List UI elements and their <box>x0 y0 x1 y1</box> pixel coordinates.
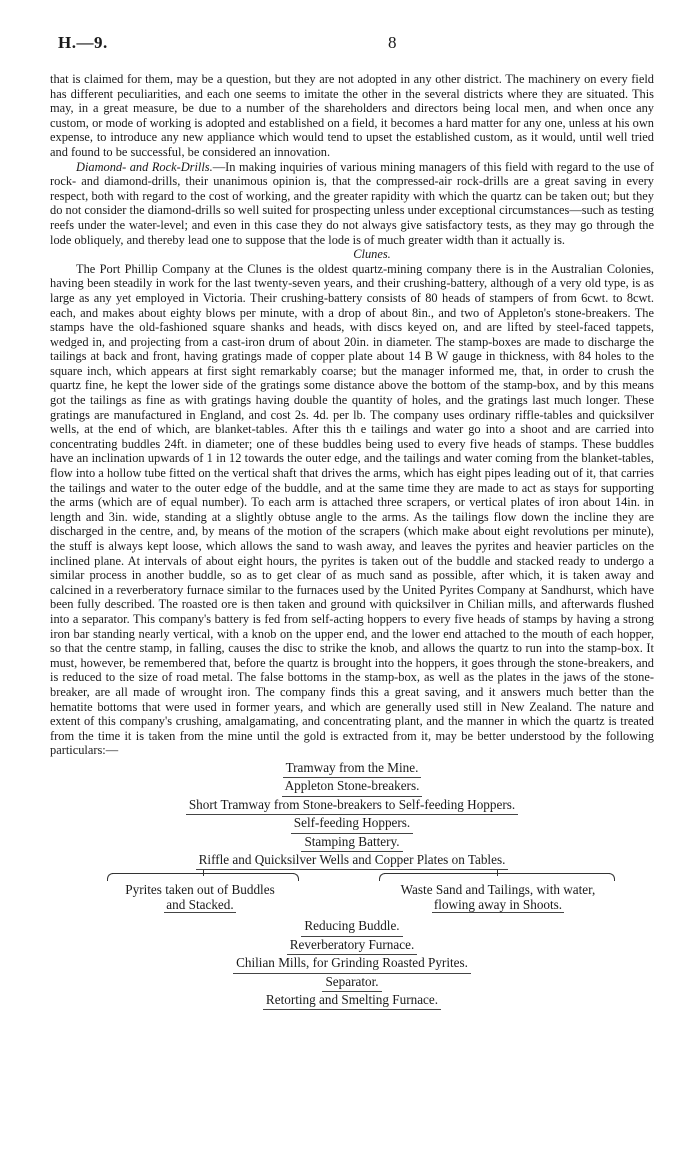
flow-step-label: Riffle and Quicksilver Wells and Copper Plates on Tables. <box>196 852 509 870</box>
flow-step <box>50 815 654 833</box>
paragraph-clunes: The Port Phillip Company at the Clunes is the oldest quartz-mining company there is in the Australian Colonies, having been steadily in work for the last twenty-seven years, and their crushing-battery, although of a very old type, is as large as any yet employed in Victoria. Their crushing-battery consists of 80 heads of stampers of from 6cwt. to 8cwt. each, and makes about eighty blows per minute, with a drop of about 8in., and two of Appleton's stone-breakers. The stamps have the old-fashioned square shanks and heads, with discs keyed on, and are lifted by steel-faced tappets, wedged in, and projecting from a cast-iron drum of about 20in. in diameter. The stamp-boxes are made to discharge the tailings at back and front, having gratings made of copper plate about 14 B W gauge in thickness, with 84 holes to the square inch, which appears at first sight remarkably coarse; but the manager informed me, that, in order to crush the quartz fine, he kept the lower side of the gratings some distance above the bottom of the stamp-box, and by this means got the tailings as fine as with gratings having double the quantity of holes, and the gratings last much longer. These gratings are manufactured in England, and cost 2s. 4d. per lb. The company uses ordinary riffle-tables and quicksilver wells, at the end of which, are blanket-tables. After this th e tailings and water go into a shoot and are carried into concentrating buddles 24ft. in diameter; one of these buddles being used to every five heads of stamps. These buddles have an inclination upwards of 1 in 12 towards the outer edge, and the tailings and water coming from the blanket-tables, flow into a hollow tube fitted on the vertical shaft that drives the arms, which has eight pipes leading out of it, that carries the tailings and water to the outer edge of the buddle, and at the same time they are made to act as stays for supporting the arms (which are of equal number). To each arm is attached three scrapers, or vertical plates of iron about 14in. in length and 3in. wide, standing at a slightly obtuse angle to the arms. As the tailings flow down the incline they are discharged in the centre, and, by means of the motion of the scrapers (which make about eight revolutions per minute), the stuff is always kept loose, which allows the sand to wash away, and leaves the pyrites and heavier particles on the inclined plane. At intervals of about eight hours, the pyrites is taken out of the buddle and stacked ready to undergo a similar process in another buddle, so as to get clear of as much sand as possible, after which, it is taken away and calcined in a reverberatory furnace similar to the furnaces used by the United Pyrites Company at Sandhurst, which have been fully described. The roasted ore is then taken and ground with quicksilver in Chilian mills, and afterwards flushed into a separator. This company's battery is fed from self-acting hoppers to every five heads of stamps by having a strong iron bar standing nearly vertical, with a knob on the upper end, and the lower end attached to the mouth of each hopper, so that the centre stamp, in falling, causes the disc to strike the knob, and allows the quartz to run into the stamp-box. It must, however, be remembered that, before the quartz is brought into the hoppers, it goes through the stone-breakers, and is reduced to the size of road metal. The false bottoms in the stamp-box, as well as the plates in the jaws of the stone-breaker, are all made of wrought iron. The company finds this a great saving, and it answers much better than the hematite bottoms that were used in former years, and which are generally used still in New Zealand. The nature and extent of this company's crushing, amalgamating, and concentrating plant, and the manner in which the quartz is treated from the time it is taken from the mine until the gold is extracted from it, may be better understood by the following particulars:— <box>50 261 654 758</box>
paragraph-continuation: that is claimed for them, may be a question, but they are not adopted in any other district. The machinery on every field has different peculiarities, and each one seems to imitate the other in the several districts where they are situated. This may, in a great measure, be due to a number of the shareholders and directors being local men, and when once any custom, or mode of working is adopted and established on a field, it becomes a hard matter for any one, unless at his own expense, to introduce any new appliance which would tend to upset the established custom, as it would, until well tried and found to be successful, be considered an innovation. <box>50 72 654 159</box>
branch-right-line: flowing away in Shoots. <box>433 897 563 913</box>
branch-left-line: Pyrites taken out of Buddles <box>125 882 275 898</box>
page-header <box>50 30 654 52</box>
branch-left-line: and Stacked. <box>166 897 234 913</box>
flow-step <box>50 797 654 815</box>
side-heading-drills: Diamond- and Rock-Drills. <box>76 159 213 174</box>
flow-step-label: Stamping Battery. <box>301 834 402 852</box>
flow-step-label: Self-feeding Hoppers. <box>291 815 413 833</box>
flow-step <box>50 760 654 778</box>
flow-step-label: Chilian Mills, for Grinding Roasted Pyrites. <box>233 955 471 973</box>
branch-bracket-left <box>112 873 294 882</box>
paragraph-drills-text: —In making inquiries of various mining managers of this field with regard to the use of rock- and diamond-drills, their unanimous opinion is, that the compressed-air rock-drills are a great saving in every respect, both with regard to the cost of working, and the greater rapidity with which the quartz can be taken out; but they do not consider the diamond-drills so well suited for prospecting unless under exceptional circumstances—such as testing reefs under the water-level; and even in this case they do not always give satisfactory tests, as they may go through the lode obliquely, and thereby lead one to suppose that the lode is of much greater width than it actually is. <box>50 159 654 247</box>
flow-step <box>50 992 654 1010</box>
flow-step <box>50 834 654 852</box>
flow-step-label: Separator. <box>322 974 381 992</box>
paragraph-drills <box>50 160 654 248</box>
flow-step-label: Short Tramway from Stone-breakers to Self-feeding Hoppers. <box>186 797 518 815</box>
flow-step <box>50 918 654 936</box>
branch-right <box>362 882 634 912</box>
page-number: 8 <box>388 33 397 52</box>
flow-step-label: Tramway from the Mine. <box>283 760 422 778</box>
flow-branch <box>50 872 654 918</box>
flow-step <box>50 852 654 870</box>
flow-step-label: Reverberatory Furnace. <box>287 937 418 955</box>
flow-step <box>50 955 654 973</box>
branch-bracket-right <box>384 873 610 882</box>
section-title-clunes: Clunes. <box>353 247 391 262</box>
flow-step <box>50 974 654 992</box>
branch-right-line: Waste Sand and Tailings, with water, <box>400 882 596 898</box>
flow-step <box>50 778 654 796</box>
process-flow <box>50 760 654 1010</box>
flow-step-label: Retorting and Smelting Furnace. <box>263 992 441 1010</box>
branch-left <box>90 882 310 912</box>
flow-step-label: Appleton Stone-breakers. <box>282 778 423 796</box>
flow-step-label: Reducing Buddle. <box>301 918 402 936</box>
document-reference: H.—9. <box>58 33 108 52</box>
flow-step <box>50 937 654 955</box>
